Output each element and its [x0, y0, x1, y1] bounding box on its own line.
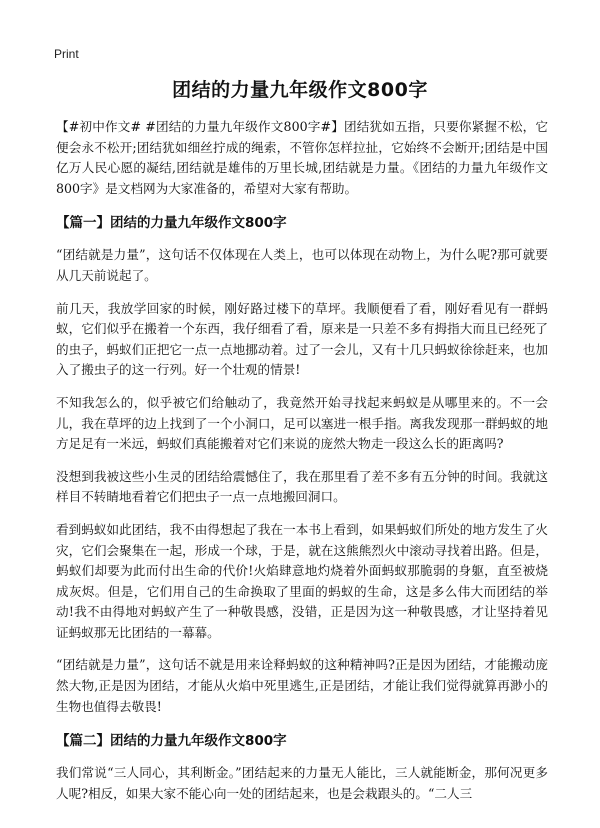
intro-paragraph: 【#初中作文# #团结的力量九年级作文800字#】团结犹如五指，只要你紧握不松，它便会永不松开;团结犹如细丝拧成的绳索，不管你怎样拉扯，它始终不会断开;团结是中国亿万人民心愿的凝结,团结就是雄伟的万里长城,团结就是力量。《团结的力量九年级作文800字》是文档网为大家准备的，希望对大家有帮助。 [56, 119, 548, 196]
paragraph: 前几天，我放学回家的时候，刚好路过楼下的草坪。我顺便看了看，刚好看见有一群蚂蚁，它们似乎在搬着一个东西，我仔细看了看，原来是一只差不多有拇指大而且已经死了的虫子，蚂蚁们正把它一点一点地挪动着。过了一会儿，又有十几只蚂蚁徐徐赶来，也加入了搬虫子的这一行列。好一个壮观的情景! [56, 300, 548, 378]
paragraph: 不知我怎么的，似乎被它们给触动了，我竟然开始寻找起来蚂蚁是从哪里来的。不一会儿，我在草坪的边上找到了一个小洞口，足可以塞进一根手指。离我发现那一群蚂蚁的地方足足有一米远，蚂蚁们真能搬着对它们来说的庞然大物走一段这么长的距离吗? [56, 394, 548, 452]
paragraph: 没想到我被这些小生灵的团结给震憾住了，我在那里看了差不多有五分钟的时间。我就这样目不转睛地看着它们把虫子一点一点地搬回洞口。 [56, 468, 548, 505]
paragraph: 看到蚂蚁如此团结，我不由得想起了我在一本书上看到，如果蚂蚁们所处的地方发生了火灾，它们会聚集在一起，形成一个球，于是，就在这熊熊烈火中滚动寻找着出路。但是，蚂蚁们却要为此而付出生命的代价!火焰肆意地灼烧着外面蚂蚁那脆弱的身躯，直至被烧成灰烬。但是，它们用自己的生命换取了里面的蚂蚁的生命，这是多么伟大而团结的举动!我不由得地对蚂蚁产生了一种敬畏感，没错，正是因为这一种敬畏感，才让坚持着见证蚂蚁那无比团结的一幕幕。 [56, 521, 548, 640]
paragraph: 我们常说“三人同心，其利断金。”团结起来的力量无人能比，三人就能断金，那何况更多人呢?相反，如果大家不能心向一处的团结起来，也是会栽跟头的。“二人三 [56, 765, 548, 801]
section-heading-1: 【篇一】团结的力量九年级作文800字 [56, 215, 287, 232]
page-title: 团结的力量九年级作文800字 [172, 79, 428, 101]
print-link[interactable]: Print [54, 47, 79, 61]
paragraph: “团结就是力量”，这句话不仅体现在人类上，也可以体现在动物上，为什么呢?那可就要从几天前说起了。 [56, 247, 548, 283]
article-body [56, 117, 548, 816]
section-heading-2: 【篇二】团结的力量九年级作文800字 [56, 733, 287, 750]
paragraph: “团结就是力量”，这句话不就是用来诠释蚂蚁的这种精神吗?正是因为团结，才能搬动庞然大物,正是因为团结，才能从火焰中死里逃生,正是团结，才能让我们觉得就算再渺小的生物也值得去敬畏! [56, 657, 548, 714]
